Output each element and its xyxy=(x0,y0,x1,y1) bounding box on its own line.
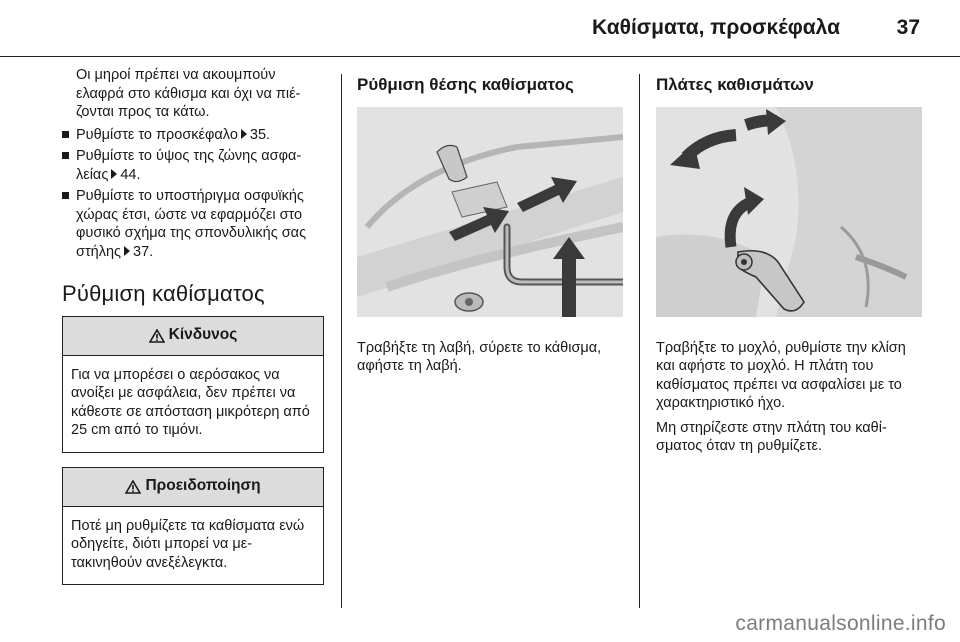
watermark: carmanualsonline.info xyxy=(735,612,946,635)
page-reference[interactable]: 37. xyxy=(133,243,154,260)
list-item xyxy=(62,126,324,145)
page-reference-icon xyxy=(124,246,130,256)
bullet-square-icon xyxy=(62,192,69,199)
list-item-text: Ρυθμίστε το προσκέφαλο xyxy=(76,126,238,143)
intro-paragraph: Οι μηροί πρέπει να ακουμπούν ελαφρά στο κάθισμα και όχι να πιέ- ζονται προς τα κάτω. xyxy=(76,67,301,120)
seat-back-lever-drawing xyxy=(656,107,922,317)
seat-back-note: Μη στηρίζεστε στην πλάτη του καθί- σματος όταν τη ρυθμίζετε. xyxy=(656,419,887,454)
seat-position-illustration xyxy=(357,107,623,317)
list-item xyxy=(62,147,324,184)
seat-position-caption: Τραβήξτε τη λαβή, σύρετε το κάθισμα, αφήστε τη λαβή. xyxy=(357,339,602,374)
warning-callout-body: Ποτέ μη ρυθμίζετε τα καθίσματα ενώ οδηγείτε, διότι μπορεί να με- τακινηθούν ανεξέλεγκτα. xyxy=(71,517,305,571)
page-reference-icon xyxy=(241,129,247,139)
list-item xyxy=(62,187,324,261)
warning-triangle-icon xyxy=(125,480,141,494)
header-divider xyxy=(0,56,960,57)
column-middle xyxy=(357,76,623,376)
bullet-square-icon xyxy=(62,152,69,159)
danger-callout-header xyxy=(63,317,323,356)
danger-callout-title: Κίνδυνος xyxy=(168,326,238,344)
section-heading: Ρύθμιση καθίσματος xyxy=(62,281,265,306)
seat-rail-handle-drawing xyxy=(357,107,623,317)
seat-back-instructions: Τραβήξτε το μοχλό, ρυθμίστε την κλίση και αφήστε το μοχλό. Η πλάτη του καθίσματος πρέπει να ασφαλίσει με το χαρακτηριστικό ήχο. xyxy=(656,339,906,411)
bullet-square-icon xyxy=(62,131,69,138)
column-divider-right xyxy=(639,74,640,608)
page-title: Καθίσματα, προσκέφαλα xyxy=(592,16,840,39)
warning-triangle-icon xyxy=(149,329,165,343)
adjustment-list xyxy=(62,126,324,262)
page-reference-icon xyxy=(111,169,117,179)
page-reference[interactable]: 35. xyxy=(249,126,271,143)
column-left xyxy=(62,66,324,599)
danger-callout-body: Για να μπορέσει ο αερόσακος να ανοίξει με ασφάλεια, δεν πρέπει να κάθεστε σε απόσταση μικρότερη από 25 cm από το τιμόνι. xyxy=(71,366,310,438)
warning-callout-title: Προειδοποίηση xyxy=(145,477,261,495)
seat-back-illustration xyxy=(656,107,922,317)
seat-position-heading: Ρύθμιση θέσης καθίσματος xyxy=(357,75,574,94)
page-header xyxy=(0,0,960,60)
list-item-text: Ρυθμίστε το ύψος της ζώνης ασφα- λείας xyxy=(76,148,302,183)
warning-callout-header xyxy=(63,468,323,507)
list-item-text: Ρυθμίστε το υποστήριγμα οσφυϊκής χώρας έτσι, ώστε να εφαρμόζει στο φυσικό σχήμα της σπονδυλικής σας στήλης xyxy=(76,188,307,260)
warning-callout xyxy=(62,467,324,586)
page-reference[interactable]: 44. xyxy=(120,166,141,183)
column-divider-left xyxy=(341,74,342,608)
danger-callout xyxy=(62,316,324,453)
seat-back-heading: Πλάτες καθισμάτων xyxy=(656,75,814,94)
column-right xyxy=(656,76,926,456)
page-number: 37 xyxy=(896,16,920,39)
